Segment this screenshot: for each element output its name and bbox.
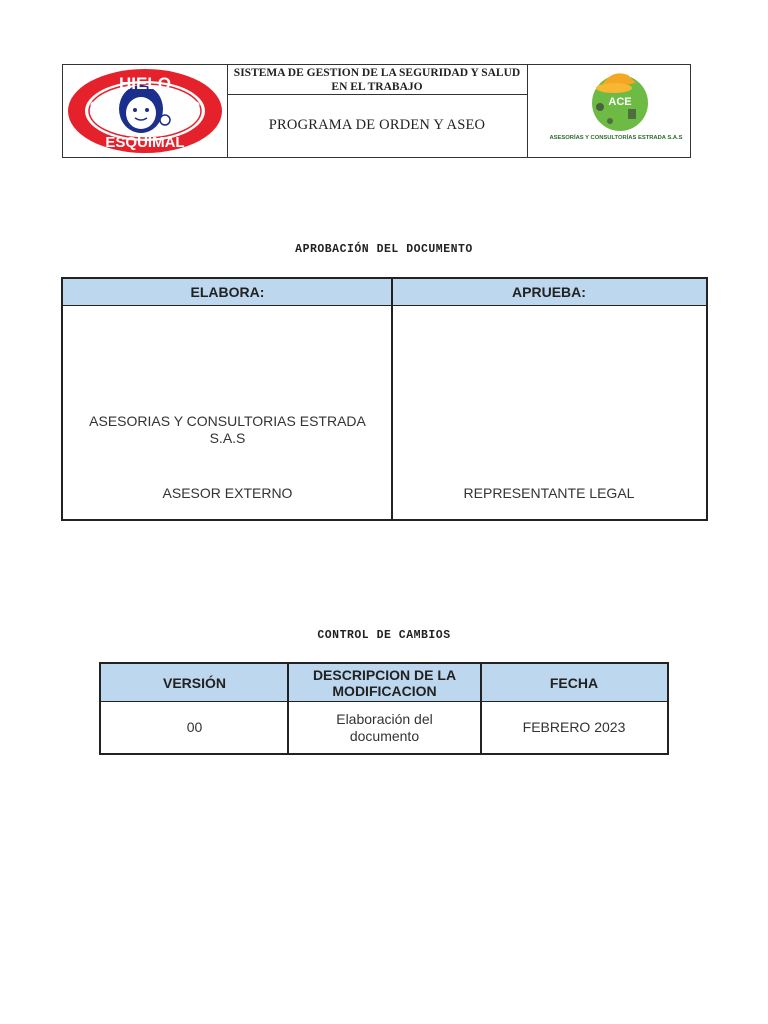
row-description-line2: documento — [349, 727, 420, 744]
approval-table — [61, 277, 708, 521]
system-title: SISTEMA DE GESTION DE LA SEGURIDAD Y SALUD EN EL TRABAJO — [227, 65, 527, 95]
elabora-role: ASESOR EXTERNO — [162, 485, 293, 501]
description-header-line1: DESCRIPCION DE LA — [312, 666, 457, 683]
logo-bottom-text: ESQUIMAL — [105, 134, 185, 151]
row-date: FEBRERO 2023 — [522, 719, 626, 735]
program-title: PROGRAMA DE ORDEN Y ASEO — [268, 117, 486, 133]
ace-logo-image — [528, 65, 691, 157]
description-header-line2: MODIFICACION — [332, 682, 437, 699]
elabora-company — [63, 413, 392, 447]
header-title-cell — [227, 65, 528, 157]
changes-table — [99, 662, 669, 755]
hielo-esquimal-logo — [63, 65, 228, 157]
aprueba-header: APRUEBA: — [392, 279, 706, 306]
elabora-company-line1: ASESORIAS Y CONSULTORIAS ESTRADA — [89, 413, 366, 429]
ace-caption: ASESORÍAS Y CONSULTORÍAS ESTRADA S.A.S — [549, 135, 683, 141]
description-header — [288, 664, 481, 702]
document-header — [62, 64, 691, 158]
row-version: 00 — [186, 719, 203, 735]
row-description-line1: Elaboración del — [336, 710, 433, 727]
row-description — [288, 702, 481, 753]
hielo-esquimal-logo-image — [63, 65, 227, 157]
approval-column-divider — [391, 279, 393, 519]
ace-badge-text: ACE — [608, 96, 632, 108]
elabora-company-line2: S.A.S — [209, 430, 246, 446]
ace-logo — [528, 65, 691, 157]
approval-section-title: APROBACIÓN DEL DOCUMENTO — [295, 243, 473, 256]
changes-section-title: CONTROL DE CAMBIOS — [317, 629, 451, 642]
version-header: VERSIÓN — [101, 664, 288, 702]
date-header: FECHA — [481, 664, 667, 702]
aprueba-role: REPRESENTANTE LEGAL — [463, 485, 635, 501]
logo-top-text: HIELO — [119, 74, 171, 93]
elabora-header: ELABORA: — [63, 279, 392, 306]
